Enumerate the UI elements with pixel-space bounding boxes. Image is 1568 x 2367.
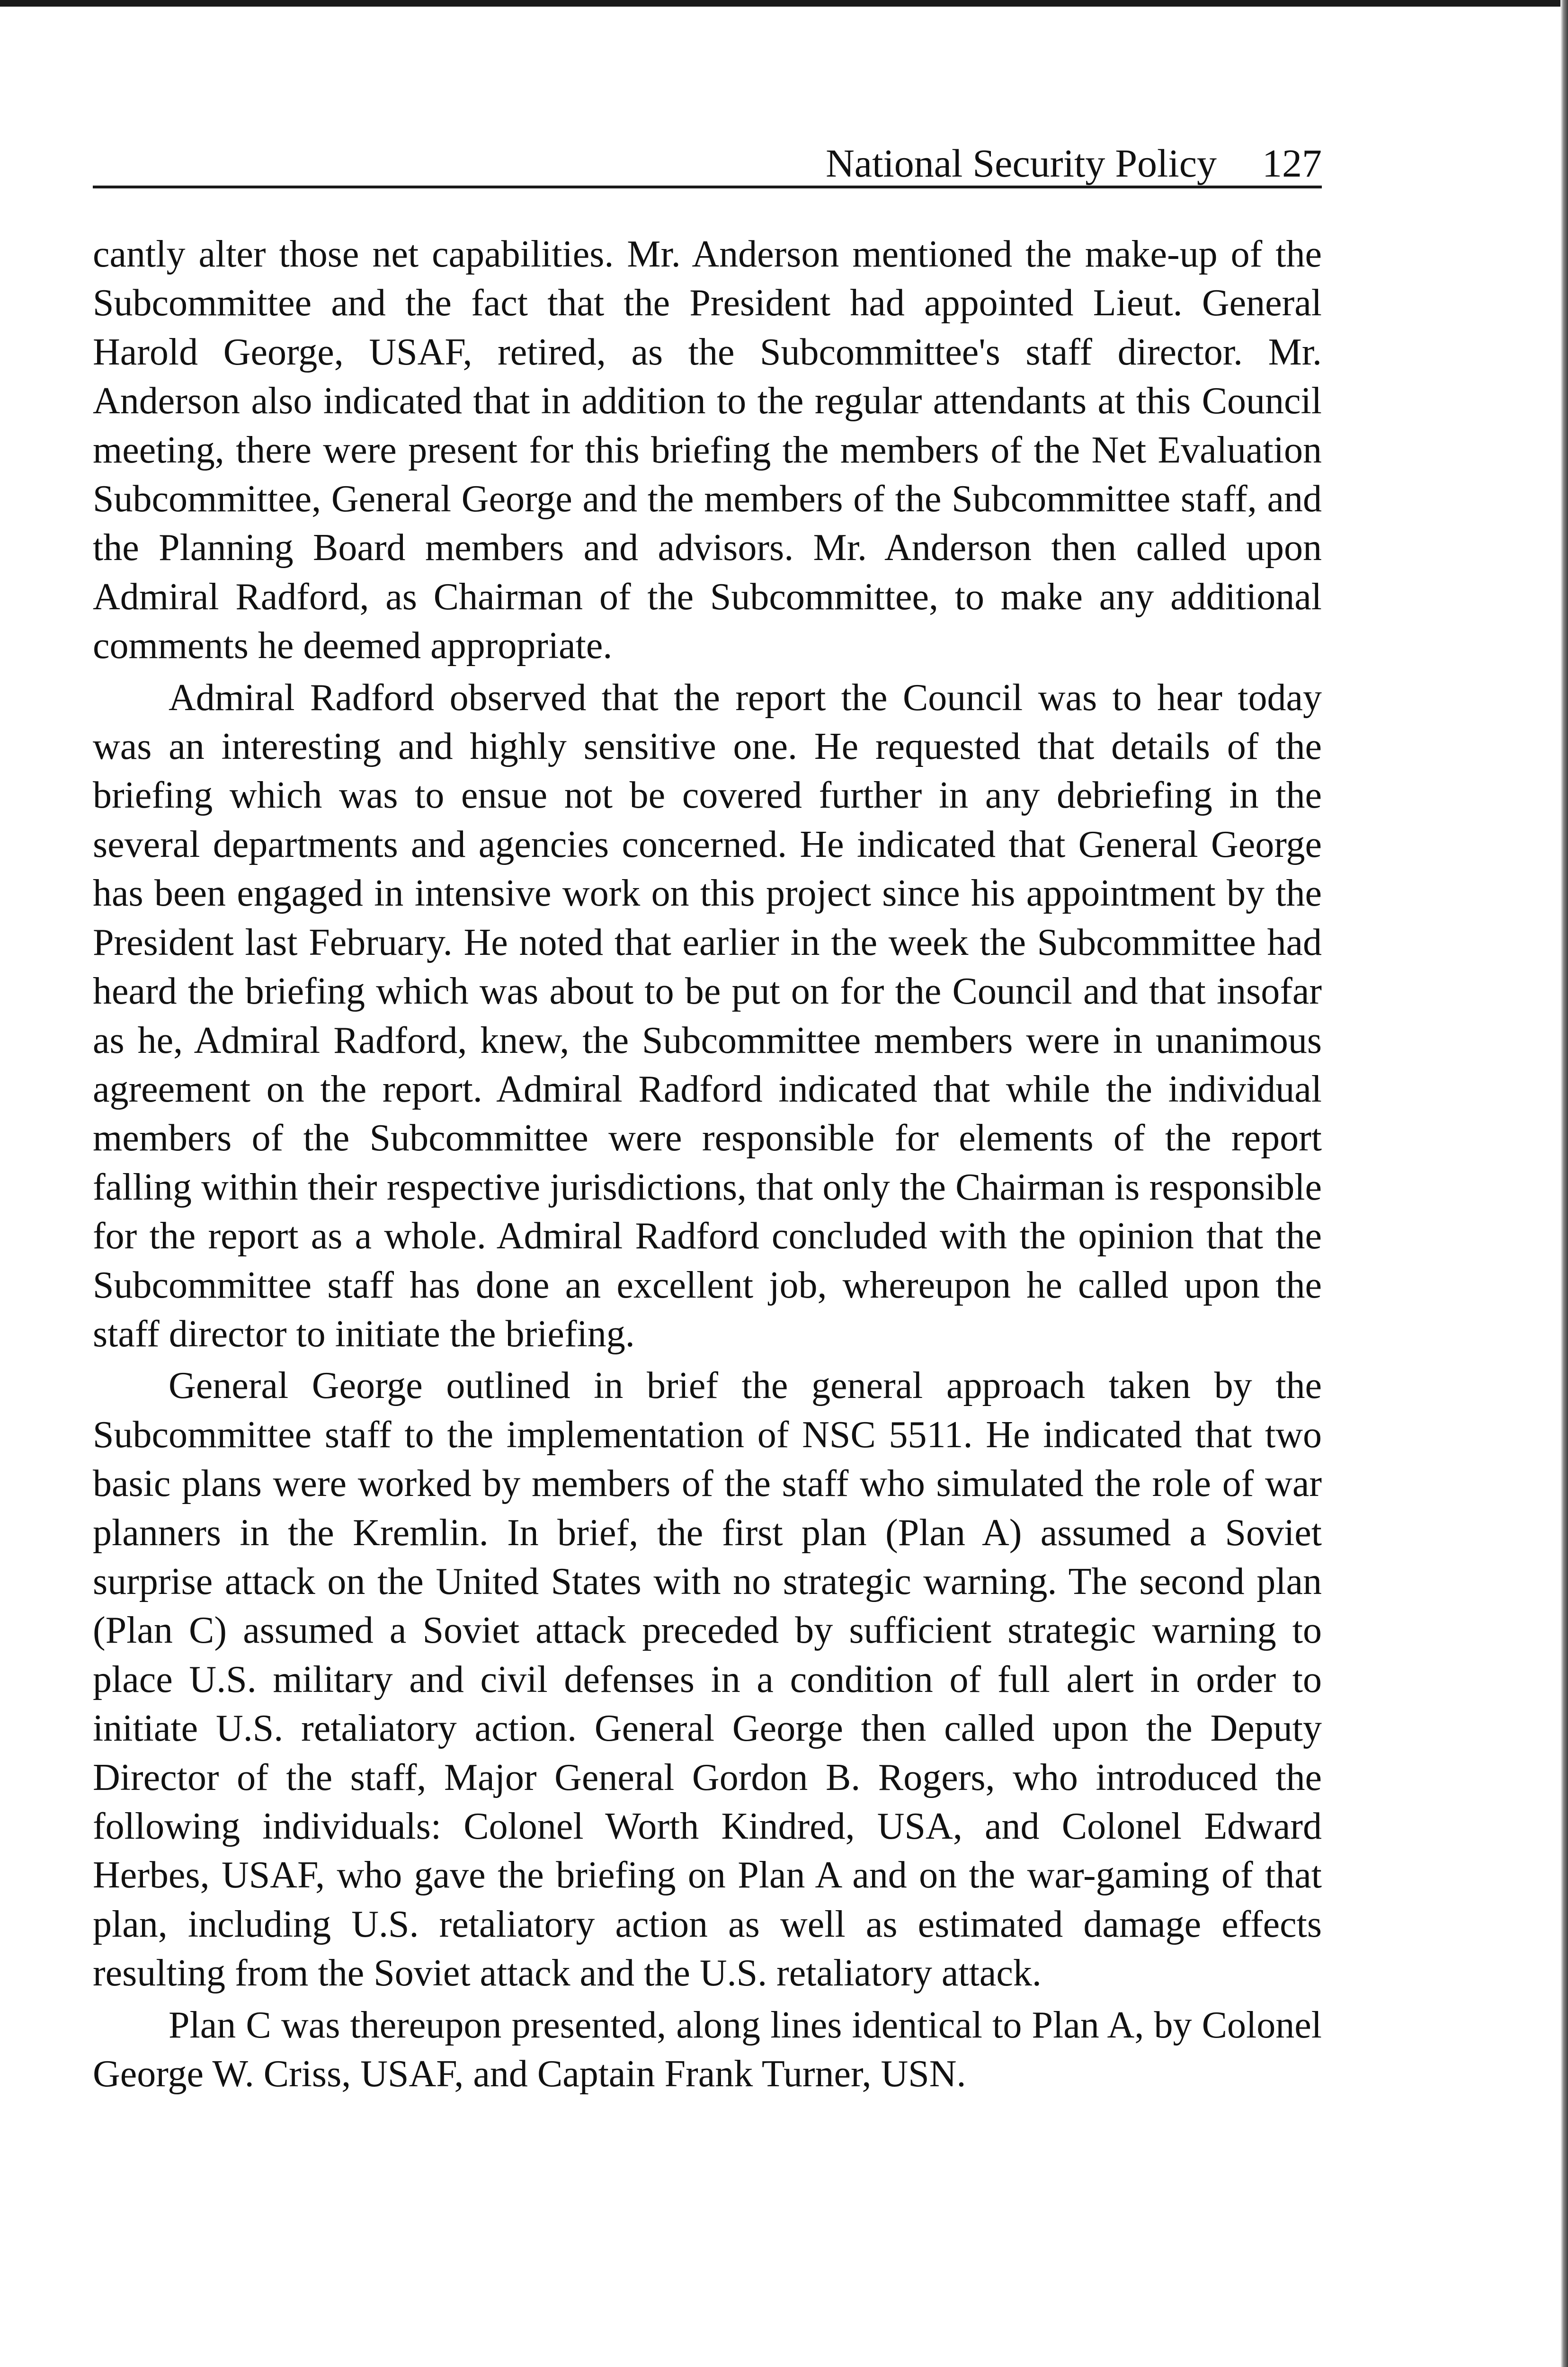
scan-right-edge <box>1560 0 1568 2367</box>
paragraph-george: General George outlined in brief the general approach taken by the Subcommittee staff to the implementation of NSC 5511. He indicated that two basic plans were worked by members of the staff who simulated the role of war planners in the Kremlin. In brief, the first plan (Plan A) assumed a Soviet surprise attack on the United States with no strategic warning. The second plan (Plan C) assumed a Soviet attack preceded by sufficient strategic warning to place U.S. military and civil defenses in a condition of full alert in order to initiate U.S. retaliatory action. General George then called upon the Deputy Director of the staff, Major General Gordon B. Rogers, who introduced the following individuals: Colonel Worth Kindred, USA, and Colonel Edward Herbes, USAF, who gave the briefing on Plan A and on the war-gaming of that plan, including U.S. retaliatory action as well as estimated damage effects resulting from the Soviet attack and the U.S. retaliatory attack. <box>93 1365 1322 1994</box>
running-title: National Security Policy <box>826 142 1217 186</box>
paragraph-plan-c: Plan C was thereupon presented, along lines identical to Plan A, by Colonel George W. Criss, USAF, and Captain Frank Turner, USN. <box>93 2004 1322 2095</box>
running-head <box>93 124 1322 188</box>
scan-top-edge <box>0 0 1568 7</box>
page-number: 127 <box>1262 142 1322 186</box>
paragraph-radford: Admiral Radford observed that the report the Council was to hear today was an interesting and highly sensitive one. He requested that details of the briefing which was to ensue not be covered further in any debriefing in the several departments and agencies concerned. He indicated that General George has been engaged in intensive work on this project since his appointment by the President last February. He noted that earlier in the week the Subcommittee had heard the briefing which was about to be put on for the Council and that insofar as he, Admiral Radford, knew, the Subcommittee members were in unanimous agreement on the report. Admiral Radford indicated that while the individual members of the Subcommittee were responsible for elements of the report falling within their respective jurisdictions, that only the Chairman is responsible for the report as a whole. Admiral Radford concluded with the opinion that the Subcommittee staff has done an excellent job, whereupon he called upon the staff director to initiate the briefing. <box>93 676 1322 1355</box>
page-body <box>93 230 1322 2099</box>
paragraph-continued: cantly alter those net capabilities. Mr. Anderson mentioned the make-up of the Subcommittee and the fact that the President had appointed Lieut. General Harold George, USAF, retired, as the Subcommittee's staff director. Mr. Anderson also indicated that in addition to the regular attendants at this Council meeting, there were present for this briefing the members of the Net Evaluation Subcommittee, General George and the members of the Subcommittee staff, and the Planning Board members and advisors. Mr. Anderson then called upon Admiral Radford, as Chairman of the Subcommittee, to make any additional comments he deemed appropriate. <box>93 233 1322 667</box>
